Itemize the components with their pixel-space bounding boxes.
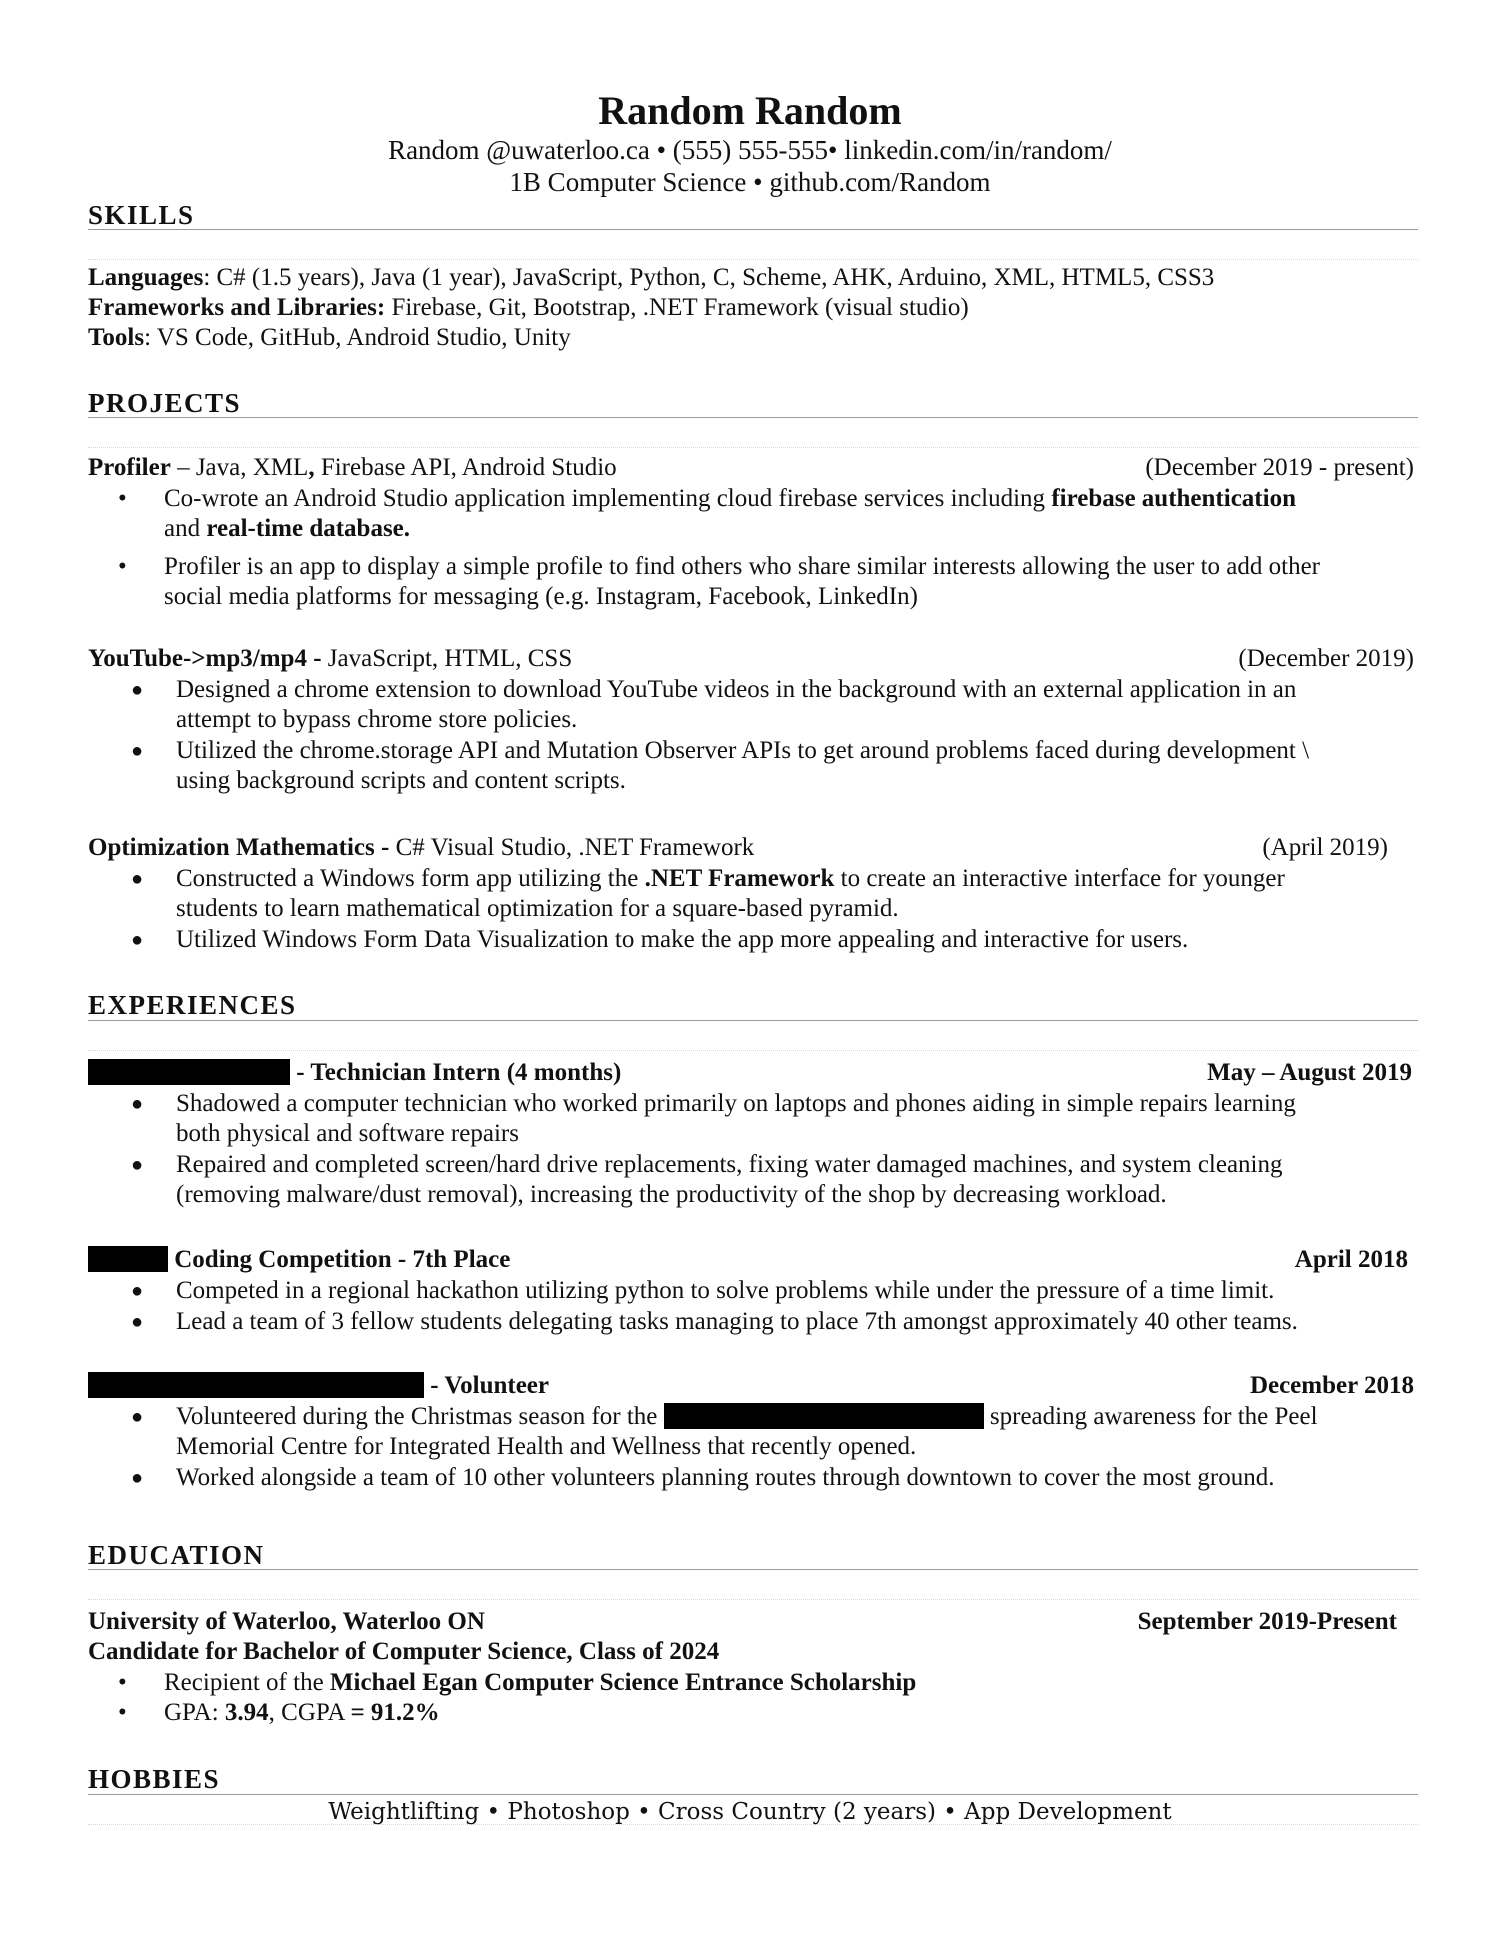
section-heading-skills: SKILLS bbox=[88, 200, 195, 230]
section-heading-projects: PROJECTS bbox=[88, 388, 242, 418]
candidate-name: Random Random bbox=[598, 88, 902, 133]
section-rule bbox=[88, 1020, 1418, 1021]
bullet-text-cont: Memorial Centre for Integrated Health and Wellness that recently opened. bbox=[176, 1433, 917, 1460]
bullet-text-part: spreading awareness for the Peel bbox=[983, 1403, 1318, 1430]
bullet: ● bbox=[131, 1280, 144, 1302]
scholarship-name: Michael Egan Computer Science Entrance Scholarship bbox=[329, 1669, 917, 1696]
bullet-text: Designed a chrome extension to download YouTube videos in the background with an external application in an bbox=[176, 676, 1297, 703]
bullet-text-part: Constructed a Windows form app utilizing the bbox=[176, 865, 645, 892]
experience-coding-heading bbox=[88, 1245, 510, 1275]
section-heading-experiences: EXPERIENCES bbox=[88, 990, 297, 1020]
bullet-text-cont bbox=[164, 514, 410, 544]
redacted-organization bbox=[88, 1372, 424, 1398]
experience-technician-heading bbox=[88, 1058, 621, 1088]
project-optimization-heading bbox=[88, 833, 754, 863]
experience-volunteer-heading bbox=[88, 1371, 549, 1401]
experience-date: December 2018 bbox=[1249, 1372, 1414, 1399]
skills-frameworks-label: Frameworks and Libraries: bbox=[88, 294, 386, 321]
skills-tools-label: Tools bbox=[88, 324, 145, 351]
project-tech: JavaScript, HTML, CSS bbox=[321, 645, 573, 672]
bullet-text-cont: students to learn mathematical optimization for a square-based pyramid. bbox=[176, 895, 899, 922]
bullet-text-cont: attempt to bypass chrome store policies. bbox=[176, 706, 578, 733]
bullet-text: Shadowed a computer technician who worked primarily on laptops and phones aiding in simple repairs learning bbox=[176, 1090, 1296, 1117]
bullet-text-part: and bbox=[164, 515, 207, 542]
bullet-text-part: Recipient of the bbox=[164, 1669, 330, 1696]
project-tech: – Java, XML bbox=[170, 454, 309, 481]
bullet-text: Utilized Windows Form Data Visualization to make the app more appealing and interactive for users. bbox=[176, 926, 1189, 953]
bullet-text: Competed in a regional hackathon utilizing python to solve problems while under the pressure of a time limit. bbox=[176, 1277, 1275, 1304]
bullet: ● bbox=[131, 1154, 144, 1176]
bullet: ● bbox=[131, 1406, 144, 1428]
skills-tools-value: : VS Code, GitHub, Android Studio, Unity bbox=[144, 324, 571, 351]
bullet-text-part: Volunteered during the Christmas season for the bbox=[176, 1403, 664, 1430]
skills-languages-value: : C# (1.5 years), Java (1 year), JavaScript, Python, C, Scheme, AHK, Arduino, XML, HTML5, CSS3 bbox=[203, 264, 1215, 291]
section-heading-education: EDUCATION bbox=[88, 1540, 265, 1570]
bullet: • bbox=[118, 553, 127, 580]
bullet-text-cont: (removing malware/dust removal), increasing the productivity of the shop by decreasing workload. bbox=[176, 1181, 1167, 1208]
section-rule-dotted bbox=[88, 1599, 1418, 1600]
project-title: YouTube->mp3/mp4 - bbox=[88, 645, 322, 672]
section-rule-dotted bbox=[88, 259, 1418, 260]
project-date: (April 2019) bbox=[1262, 834, 1388, 861]
gpa-value: 3.94 bbox=[224, 1699, 269, 1726]
bullet-text-part: to create an interactive interface for younger bbox=[834, 865, 1285, 892]
bullet-text-cont: social media platforms for messaging (e.g. Instagram, Facebook, LinkedIn) bbox=[164, 583, 918, 610]
hobbies-list: Weightlifting • Photoshop • Cross Country (2 years) • App Development bbox=[328, 1799, 1172, 1825]
bullet: ● bbox=[131, 679, 144, 701]
section-rule-dotted bbox=[88, 447, 1418, 448]
bullet: ● bbox=[131, 740, 144, 762]
bullet-text: Profiler is an app to display a simple profile to find others who share similar interests allowing the user to add other bbox=[164, 553, 1320, 580]
contact-line-2: 1B Computer Science • github.com/Random bbox=[509, 167, 991, 197]
bullet: • bbox=[118, 1699, 127, 1726]
bullet-text-cont: using background scripts and content scripts. bbox=[176, 767, 626, 794]
cgpa-value: = 91.2% bbox=[350, 1699, 440, 1726]
bullet-text: Utilized the chrome.storage API and Mutation Observer APIs to get around problems faced during development \ bbox=[176, 737, 1310, 764]
project-title: Optimization Mathematics - bbox=[88, 834, 390, 861]
skills-tools bbox=[88, 323, 571, 353]
bullet: ● bbox=[131, 1467, 144, 1489]
bullet-text bbox=[176, 864, 1285, 894]
bullet-text-bold: .NET Framework bbox=[644, 865, 835, 892]
education-date: September 2019-Present bbox=[1137, 1608, 1397, 1635]
bullet-text bbox=[176, 1402, 1318, 1432]
project-tech-comma: , bbox=[308, 454, 315, 481]
project-youtube-heading bbox=[88, 644, 572, 674]
bullet-text bbox=[164, 1698, 440, 1728]
bullet-text-part: , CGPA bbox=[268, 1699, 351, 1726]
bullet-text-part: GPA: bbox=[164, 1699, 225, 1726]
bullet-text-bold: real-time database. bbox=[206, 515, 411, 542]
bullet: ● bbox=[131, 929, 144, 951]
section-rule bbox=[88, 1794, 1418, 1795]
redacted-employer bbox=[88, 1059, 290, 1085]
bullet: ● bbox=[131, 1311, 144, 1333]
bullet-text bbox=[164, 1668, 916, 1698]
bullet-text: Worked alongside a team of 10 other volunteers planning routes through downtown to cover the most ground. bbox=[176, 1464, 1275, 1491]
contact-line-1: Random @uwaterloo.ca • (555) 555-555• linkedin.com/in/random/ bbox=[388, 135, 1112, 165]
project-tech-rest: Firebase API, Android Studio bbox=[314, 454, 617, 481]
experience-title: - Volunteer bbox=[424, 1372, 549, 1399]
experience-date: May – August 2019 bbox=[1207, 1059, 1412, 1086]
section-heading-hobbies: HOBBIES bbox=[88, 1764, 221, 1794]
redacted-organizer bbox=[88, 1246, 168, 1272]
experience-title: Coding Competition - 7th Place bbox=[168, 1246, 511, 1273]
bullet-text-cont: both physical and software repairs bbox=[176, 1120, 519, 1147]
project-date: (December 2019 - present) bbox=[1145, 454, 1414, 481]
skills-languages bbox=[88, 263, 1214, 293]
project-date: (December 2019) bbox=[1238, 645, 1414, 672]
bullet-text: Repaired and completed screen/hard drive replacements, fixing water damaged machines, and system cleaning bbox=[176, 1151, 1283, 1178]
project-title: Profiler bbox=[88, 454, 171, 481]
bullet-text-bold: firebase authentication bbox=[1051, 485, 1296, 512]
bullet: ● bbox=[131, 1093, 144, 1115]
redacted-organization bbox=[664, 1403, 984, 1429]
section-rule bbox=[88, 229, 1418, 230]
experience-date: April 2018 bbox=[1294, 1246, 1408, 1273]
project-tech: C# Visual Studio, .NET Framework bbox=[389, 834, 755, 861]
section-rule bbox=[88, 1569, 1418, 1570]
bullet: ● bbox=[131, 868, 144, 890]
bullet: • bbox=[118, 485, 127, 512]
bullet: • bbox=[118, 1669, 127, 1696]
bullet-text bbox=[164, 484, 1296, 514]
education-school: University of Waterloo, Waterloo ON bbox=[88, 1608, 485, 1635]
experience-title: - Technician Intern (4 months) bbox=[290, 1059, 622, 1086]
section-rule bbox=[88, 417, 1418, 418]
education-degree: Candidate for Bachelor of Computer Science, Class of 2024 bbox=[88, 1638, 720, 1665]
skills-frameworks-value: Firebase, Git, Bootstrap, .NET Framework (visual studio) bbox=[385, 294, 969, 321]
bullet-text-part: Co-wrote an Android Studio application implementing cloud firebase services including bbox=[164, 485, 1052, 512]
bullet-text: Lead a team of 3 fellow students delegating tasks managing to place 7th amongst approximately 40 other teams. bbox=[176, 1308, 1298, 1335]
section-rule-dotted bbox=[88, 1050, 1418, 1051]
skills-frameworks bbox=[88, 293, 969, 323]
project-profiler-heading bbox=[88, 453, 617, 483]
skills-languages-label: Languages bbox=[88, 264, 204, 291]
